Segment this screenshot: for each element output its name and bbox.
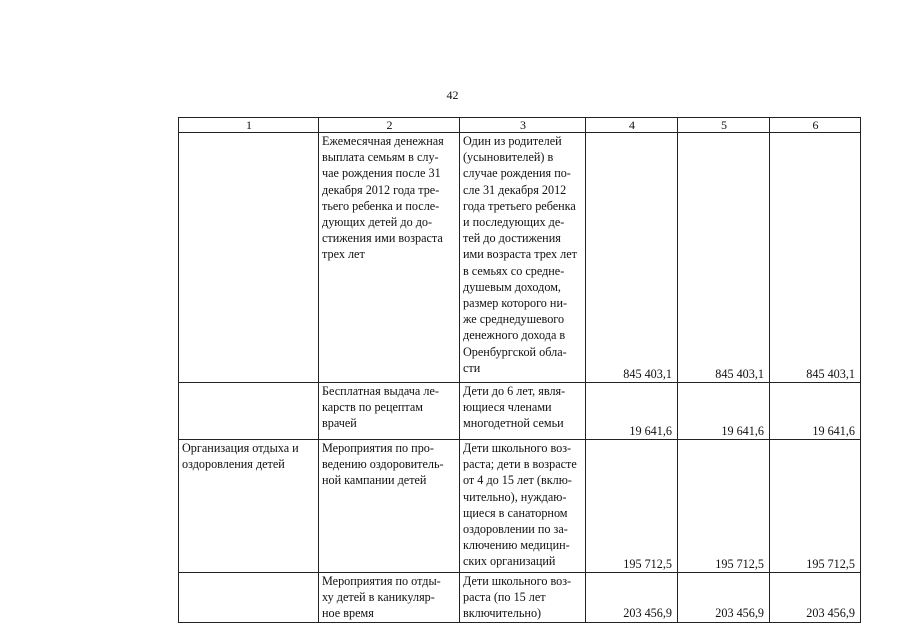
table-row (179, 383, 861, 440)
row-1-value-5: 845 403,1 (678, 133, 770, 383)
column-header-2: 2 (319, 118, 460, 133)
row-4-measure: Мероприятия по отды- ху детей в каникуляр- ное время (319, 573, 460, 623)
row-4-value-5: 203 456,9 (678, 573, 770, 623)
row-2-measure: Бесплатная выдача ле- карств по рецептам врачей (319, 383, 460, 440)
row-2-value-5: 19 641,6 (678, 383, 770, 440)
row-4-category (179, 573, 319, 623)
row-1-recipients: Один из родителей (усыновителей) в случае рождения по- сле 31 декабря 2012 года третьего ребенка и последующих де- тей до достижения ими возраста трех лет в семьях со средне- душевым доходом, размер которого ни- же среднедушевого денежного дохода в Оренбургской обла- сти (460, 133, 586, 383)
table-row (179, 133, 861, 383)
column-header-3: 3 (460, 118, 586, 133)
row-2-value-6: 19 641,6 (770, 383, 861, 440)
row-3-value-5: 195 712,5 (678, 440, 770, 573)
row-2-value-4: 19 641,6 (586, 383, 678, 440)
column-header-1: 1 (179, 118, 319, 133)
row-1-value-4: 845 403,1 (586, 133, 678, 383)
row-4-recipients: Дети школьного воз- раста (по 15 лет включительно) (460, 573, 586, 623)
table-row (179, 573, 861, 623)
row-2-recipients: Дети до 6 лет, явля- ющиеся членами многодетной семьи (460, 383, 586, 440)
row-3-value-4: 195 712,5 (586, 440, 678, 573)
row-1-category (179, 133, 319, 383)
row-3-category: Организация отдыха и оздоровления детей (179, 440, 319, 573)
table-header-row (179, 118, 861, 133)
column-header-4: 4 (586, 118, 678, 133)
row-1-value-6: 845 403,1 (770, 133, 861, 383)
row-3-measure: Мероприятия по про- ведению оздоровитель- ной кампании детей (319, 440, 460, 573)
row-3-value-6: 195 712,5 (770, 440, 861, 573)
row-3-recipients: Дети школьного воз- раста; дети в возрасте от 4 до 15 лет (вклю- чительно), нуждаю- щиеся в санаторном оздоровлении по за- ключению медицин- ских организаций (460, 440, 586, 573)
table-row (179, 440, 861, 573)
row-4-value-6: 203 456,9 (770, 573, 861, 623)
column-header-5: 5 (678, 118, 770, 133)
row-1-measure: Ежемесячная денежная выплата семьям в слу- чае рождения после 31 декабря 2012 года тре- тьего ребенка и после- дующих детей до до- стижения ими возраста трех лет (319, 133, 460, 383)
row-4-value-4: 203 456,9 (586, 573, 678, 623)
column-header-6: 6 (770, 118, 861, 133)
benefits-table (178, 117, 861, 623)
row-2-category (179, 383, 319, 440)
page-number: 42 (446, 88, 459, 102)
